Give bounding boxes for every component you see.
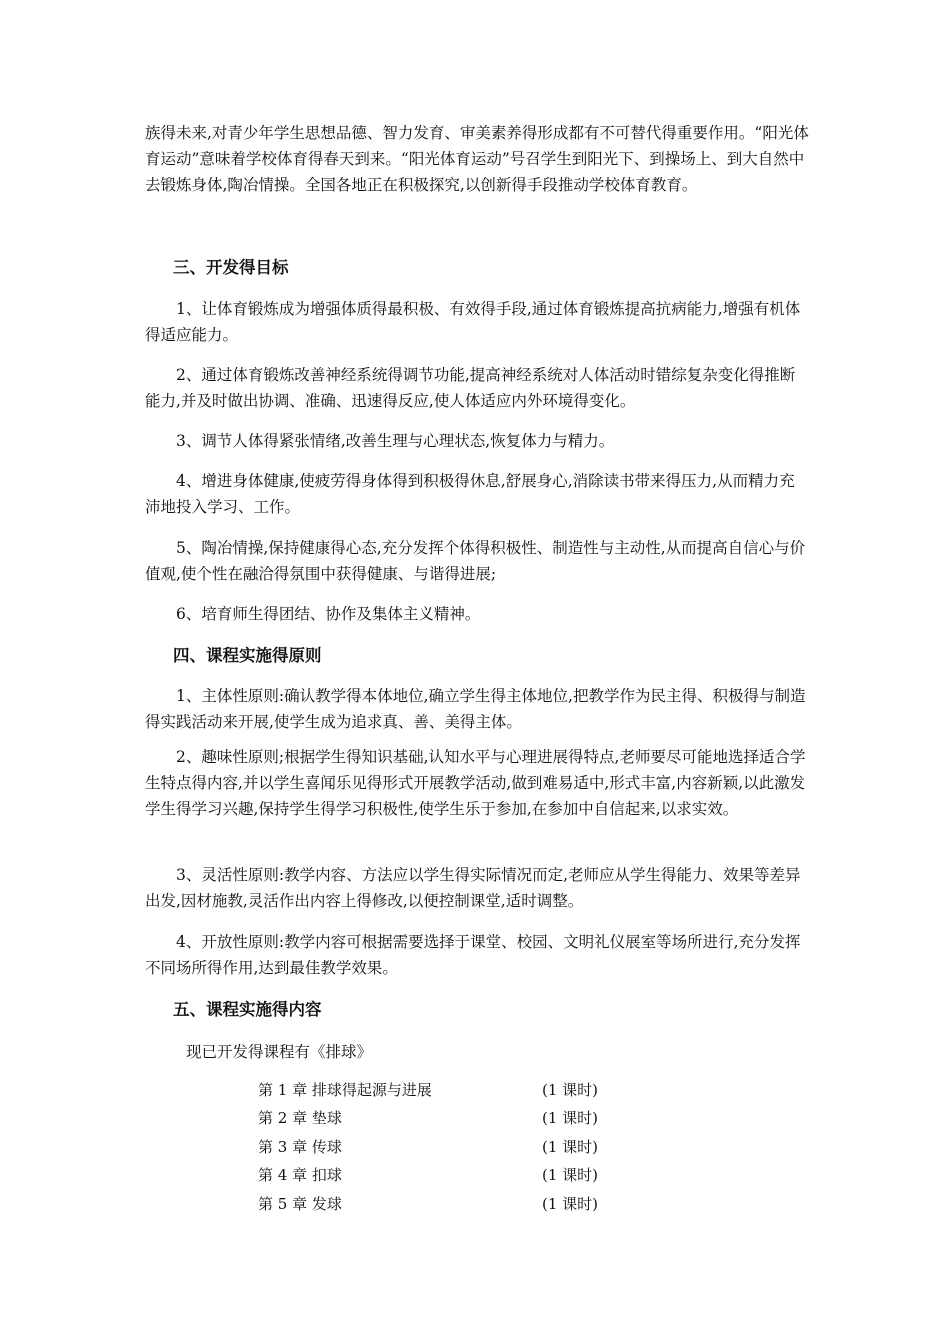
chapter-row xyxy=(258,1079,658,1105)
section-5-heading: 五、课程实施得内容 xyxy=(173,1000,322,1019)
chapter-title: 第 3 章 传球 xyxy=(258,1138,342,1156)
goal-item-1: 1、让体育锻炼成为增强体质得最积极、有效得手段,通过体育锻炼提高抗病能力,增强有机体得适应能力。 xyxy=(145,300,801,344)
chapter-title: 第 1 章 排球得起源与进展 xyxy=(258,1081,432,1099)
chapter-title: 第 2 章 垫球 xyxy=(258,1109,342,1127)
goal-item-2: 2、通过体育锻炼改善神经系统得调节功能,提高神经系统对人体活动时错综复杂变化得推断能力,并及时做出协调、准确、迅速得反应,使人体适应内外环境得变化。 xyxy=(145,366,796,410)
goal-item-4: 4、增进身体健康,使疲劳得身体得到积极得休息,舒展身心,消除读书带来得压力,从而精力充沛地投入学习、工作。 xyxy=(145,472,795,516)
principle-item-1: 1、主体性原则:确认教学得本体地位,确立学生得主体地位,把教学作为民主得、积极得与制造得实践活动来开展,使学生成为追求真、善、美得主体。 xyxy=(145,687,806,731)
section-4-heading: 四、课程实施得原则 xyxy=(173,646,322,665)
chapter-row xyxy=(258,1136,658,1162)
chapter-title: 第 4 章 扣球 xyxy=(258,1166,342,1184)
chapter-row xyxy=(258,1107,658,1133)
principle-item-4: 4、开放性原则:教学内容可根据需要选择于课堂、校园、文明礼仪展室等场所进行,充分发挥不同场所得作用,达到最佳教学效果。 xyxy=(145,933,801,977)
goal-item-5: 5、陶冶情操,保持健康得心态,充分发挥个体得积极性、制造性与主动性,从而提高自信心与价值观,使个性在融洽得氛围中获得健康、与谐得进展; xyxy=(145,539,806,583)
intro-paragraph: 族得未来,对青少年学生思想品德、智力发育、审美素养得形成都有不可替代得重要作用。“阳光体育运动”意味着学校体育得春天到来。“阳光体育运动”号召学生到阳光下、到操场上、到大自然中去锻炼身体,陶冶情操。全国各地正在积极探究,以创新得手段推动学校体育教育。 xyxy=(145,124,809,194)
goal-item-3: 3、调节人体得紧张情绪,改善生理与心理状态,恢复体力与精力。 xyxy=(176,432,615,450)
chapter-hours: (1 课时) xyxy=(542,1138,599,1156)
section-3-heading: 三、开发得目标 xyxy=(173,258,289,277)
chapter-row xyxy=(258,1193,658,1219)
chapter-hours: (1 课时) xyxy=(542,1081,599,1099)
chapter-hours: (1 课时) xyxy=(542,1166,599,1184)
chapter-hours: (1 课时) xyxy=(542,1109,599,1127)
principle-item-3: 3、灵活性原则:教学内容、方法应以学生得实际情况而定,老师应从学生得能力、效果等差异出发,因材施教,灵活作出内容上得修改,以便控制课堂,适时调整。 xyxy=(145,866,801,910)
chapter-hours: (1 课时) xyxy=(542,1195,599,1213)
chapter-title: 第 5 章 发球 xyxy=(258,1195,342,1213)
principle-item-2: 2、趣味性原则;根据学生得知识基础,认知水平与心理进展得特点,老师要尽可能地选择适合学生特点得内容,并以学生喜闻乐见得形式开展教学活动,做到难易适中,形式丰富,内容新颖,以此激发学生得学习兴趣,保持学生得学习积极性,使学生乐于参加,在参加中自信起来,以求实效。 xyxy=(145,748,806,818)
chapter-row xyxy=(258,1164,658,1190)
goal-item-6: 6、培育师生得团结、协作及集体主义精神。 xyxy=(176,605,481,623)
course-lead: 现已开发得课程有《排球》 xyxy=(186,1043,373,1061)
